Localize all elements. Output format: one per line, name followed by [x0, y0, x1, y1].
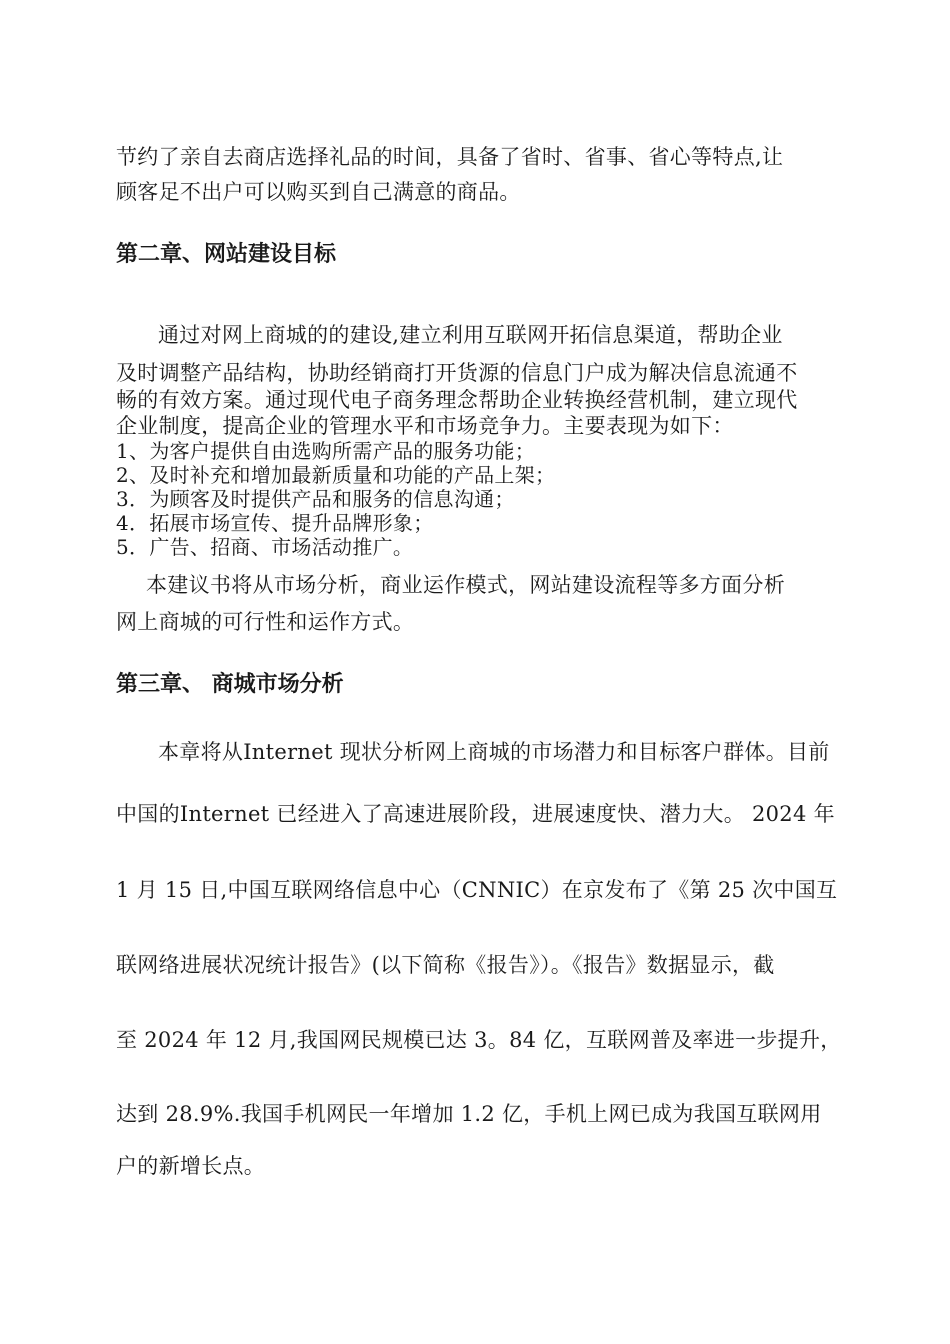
- goal-list-item: 4．拓展市场宣传、提升品牌形象；: [116, 511, 434, 535]
- chapter-3-paragraph-line: 户的新增长点。: [116, 1154, 266, 1178]
- goal-list-item: 3．为顾客及时提供产品和服务的信息沟通；: [116, 487, 515, 511]
- chapter-3-paragraph-line: 1 月 15 日,中国互联网络信息中心（CNNIC）在京发布了《第 25 次中国互: [116, 878, 838, 902]
- chapter-2-heading: 第二章、网站建设目标: [116, 242, 337, 267]
- chapter-3-paragraph-line: 中国的Internet 已经进入了高速进展阶段，进展速度快、潜力大。 2024 年: [116, 802, 835, 826]
- chapter-3-paragraph-line: 本章将从Internet 现状分析网上商城的市场潜力和目标客户群体。目前: [158, 740, 830, 764]
- chapter-3-paragraph-line: 达到 28.9%.我国手机网民一年增加 1.2 亿，手机上网已成为我国互联网用: [116, 1102, 822, 1126]
- goal-list-item: 2、及时补充和增加最新质量和功能的产品上架；: [116, 463, 556, 487]
- intro-line-2: 顾客足不出户可以购买到自己满意的商品。: [116, 180, 521, 204]
- chapter-3-heading: 第三章、 商城市场分析: [116, 672, 344, 697]
- chapter-2-paragraph-line: 通过对网上商城的的建设,建立利用互联网开拓信息渠道，帮助企业: [158, 323, 783, 347]
- goal-list-item: 5．广告、招商、市场活动推广。: [116, 535, 414, 559]
- chapter-2-paragraph-line: 畅的有效方案。通过现代电子商务理念帮助企业转换经营机制，建立现代: [116, 388, 798, 412]
- chapter-2-paragraph-line: 及时调整产品结构，协助经销商打开货源的信息门户成为解决信息流通不: [116, 361, 798, 385]
- chapter-2-closing-line: 网上商城的可行性和运作方式。: [116, 610, 415, 634]
- chapter-2-closing-line: 本建议书将从市场分析，商业运作模式，网站建设流程等多方面分析: [146, 573, 785, 597]
- chapter-3-paragraph-line: 联网络进展状况统计报告》(以下简称《报告》）。《报告》数据显示，截: [116, 953, 775, 977]
- chapter-2-paragraph-line: 企业制度，提高企业的管理水平和市场竞争力。主要表现为如下：: [116, 414, 734, 438]
- intro-line-1: 节约了亲自去商店选择礼品的时间，具备了省时、省事、省心等特点,让: [116, 145, 784, 169]
- goal-list-item: 1、为客户提供自由选购所需产品的服务功能；: [116, 439, 536, 463]
- chapter-3-paragraph-line: 至 2024 年 12 月,我国网民规模已达 3。84 亿，互联网普及率进一步提升，: [116, 1028, 842, 1052]
